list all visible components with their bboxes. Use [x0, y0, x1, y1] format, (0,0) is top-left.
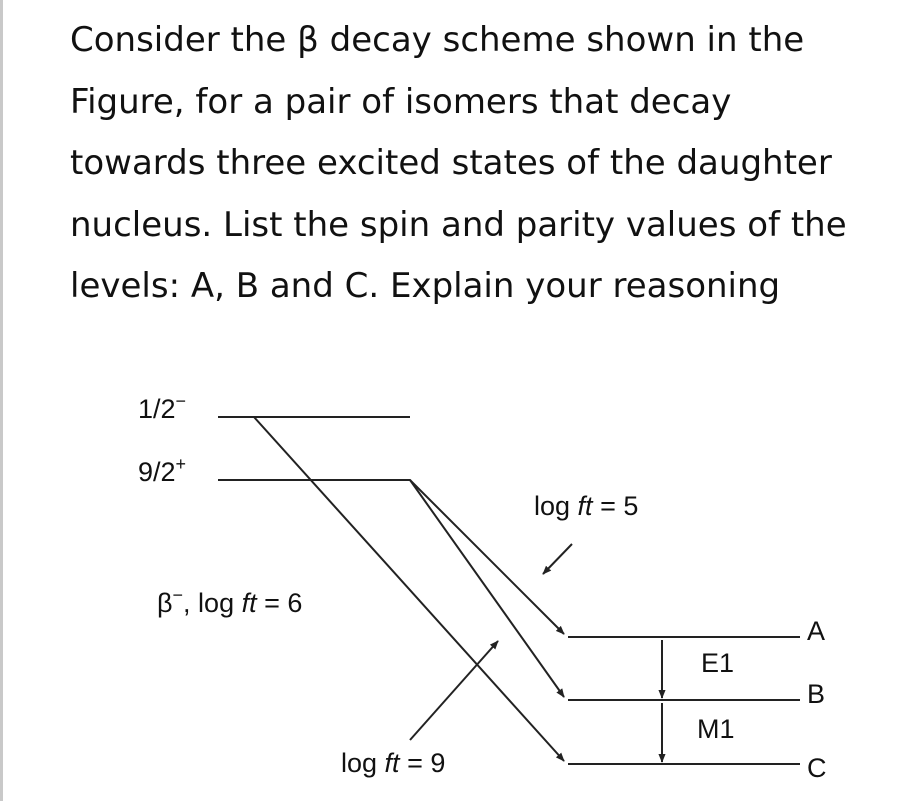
- daughter-level-label-a: A: [807, 616, 826, 646]
- beta-transition-to-a: [300, 480, 564, 634]
- question-line-2: Figure, for a pair of isomers that decay: [70, 81, 732, 122]
- logft9-pointer-arrow: [410, 641, 498, 740]
- parent-level-label-1-2-minus: 1/2−: [138, 391, 187, 424]
- logft5-label: log ft = 5: [534, 491, 639, 521]
- daughter-level-label-c: C: [807, 753, 827, 783]
- logft5-pointer-arrow: [543, 544, 572, 574]
- beta-logft6-label: β−, log ft = 6: [157, 585, 303, 618]
- logft9-label: log ft = 9: [341, 748, 446, 778]
- question-line-4: nucleus. List the spin and parity values of the: [70, 204, 847, 245]
- daughter-level-label-b: B: [807, 679, 826, 709]
- parent-level-label-9-2-plus: 9/2+: [138, 454, 187, 487]
- question-line-3: towards three excited states of the daughter: [70, 143, 832, 183]
- question-line-1: Consider the β decay scheme shown in the: [70, 20, 805, 60]
- gamma-e1-label: E1: [701, 648, 735, 678]
- question-line-5: levels: A, B and C. Explain your reasoning: [70, 266, 781, 306]
- gamma-m1-label: M1: [697, 714, 735, 744]
